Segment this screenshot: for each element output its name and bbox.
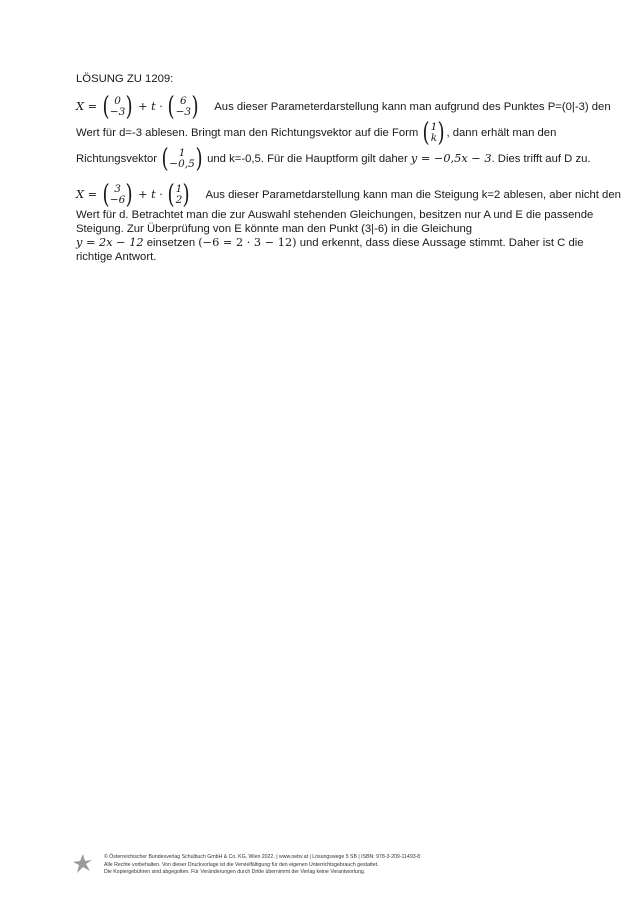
oebv-logo-icon	[72, 852, 94, 876]
p2-line-4-text: einsetzen	[143, 237, 199, 249]
p2-line-4	[76, 236, 584, 250]
p2-vector-direction: ( 1 2 )	[167, 180, 190, 210]
p2-vector-point: ( 3 −6 )	[102, 180, 133, 210]
footer-line-3: Die Kopiergebühren sind abgegolten. Für Veränderungen durch Dritte übernimmt der Verlag keine Verantwortung.	[104, 869, 366, 875]
p2-line-2: Wert für d. Betrachtet man die zur Auswahl stehenden Gleichungen, besitzen nur A und E die passende	[76, 209, 594, 221]
p1-line-2-text: Wert für d=-3 ablesen. Bringt man den Richtungsvektor auf die Form	[76, 126, 419, 139]
p1-main-form: y = −0,5x − 3	[410, 151, 492, 165]
p1-line-1-text: Aus dieser Parameterdarstellung kann man aufgrund des Punktes P=(0|-3) den	[214, 100, 611, 113]
p1-line-3-after: und k=-0,5. Für die Hauptform gilt daher	[207, 152, 408, 165]
p1-line-3-end: . Dies trifft auf D zu.	[491, 152, 591, 165]
p2-line-5: richtige Antwort.	[76, 251, 157, 263]
footer-line-2: Alle Rechte vorbehalten. Von dieser Druckvorlage ist die Vervielfältigung für den eigenen Unterrichtsgebrauch gestattet.	[104, 861, 379, 868]
p1-line-3-text: Richtungsvektor	[76, 152, 157, 165]
p1-vector-form: ( 1 k )	[422, 118, 445, 148]
p1-line-2-after: , dann erhält man den	[446, 126, 557, 139]
p1-plus-t: + t ·	[134, 99, 167, 113]
p2-plus-t: + t ·	[134, 187, 167, 201]
p1-line-1	[76, 92, 611, 122]
footer-text	[104, 854, 420, 877]
p2-line-1-text: Aus dieser Parametdarstellung kann man die Steigung k=2 ablesen, aber nicht den	[205, 188, 621, 201]
p2-eq-lhs: X =	[76, 187, 101, 201]
p2-line-1	[76, 180, 621, 210]
p2-line-4-after: und erkennt, dass diese Aussage stimmt. Daher ist C die	[296, 237, 584, 249]
paragraph-2	[76, 180, 621, 264]
p1-line-2	[76, 120, 576, 146]
p2-line-3: Steigung. Zur Überprüfung von E könnte man den Punkt (3|-6) in die Gleichung	[76, 223, 473, 235]
paragraph-1	[76, 92, 611, 174]
p1-vector-point: ( 0 −3 )	[102, 92, 133, 122]
p1-vector-normalized: ( 1 −0,5 )	[161, 144, 203, 174]
p1-vector-direction: ( 6 −3 )	[167, 92, 199, 122]
p1-eq-lhs: X =	[76, 99, 101, 113]
footer-line-1: © Österreichischer Bundesverlag Schulbuch GmbH & Co. KG, Wien 2022. | www.oebv.at | Lösungswege 5 SB | ISBN: 978-3-209-11493-8	[104, 854, 421, 860]
p2-check-equation: (−6 = 2 · 3 − 12)	[198, 236, 297, 249]
page-footer	[72, 852, 592, 877]
p1-line-3	[76, 144, 591, 174]
p2-equation: y = 2x − 12	[76, 236, 144, 249]
solution-heading: LÖSUNG ZU 1209:	[76, 73, 174, 85]
solution-page	[76, 72, 621, 274]
